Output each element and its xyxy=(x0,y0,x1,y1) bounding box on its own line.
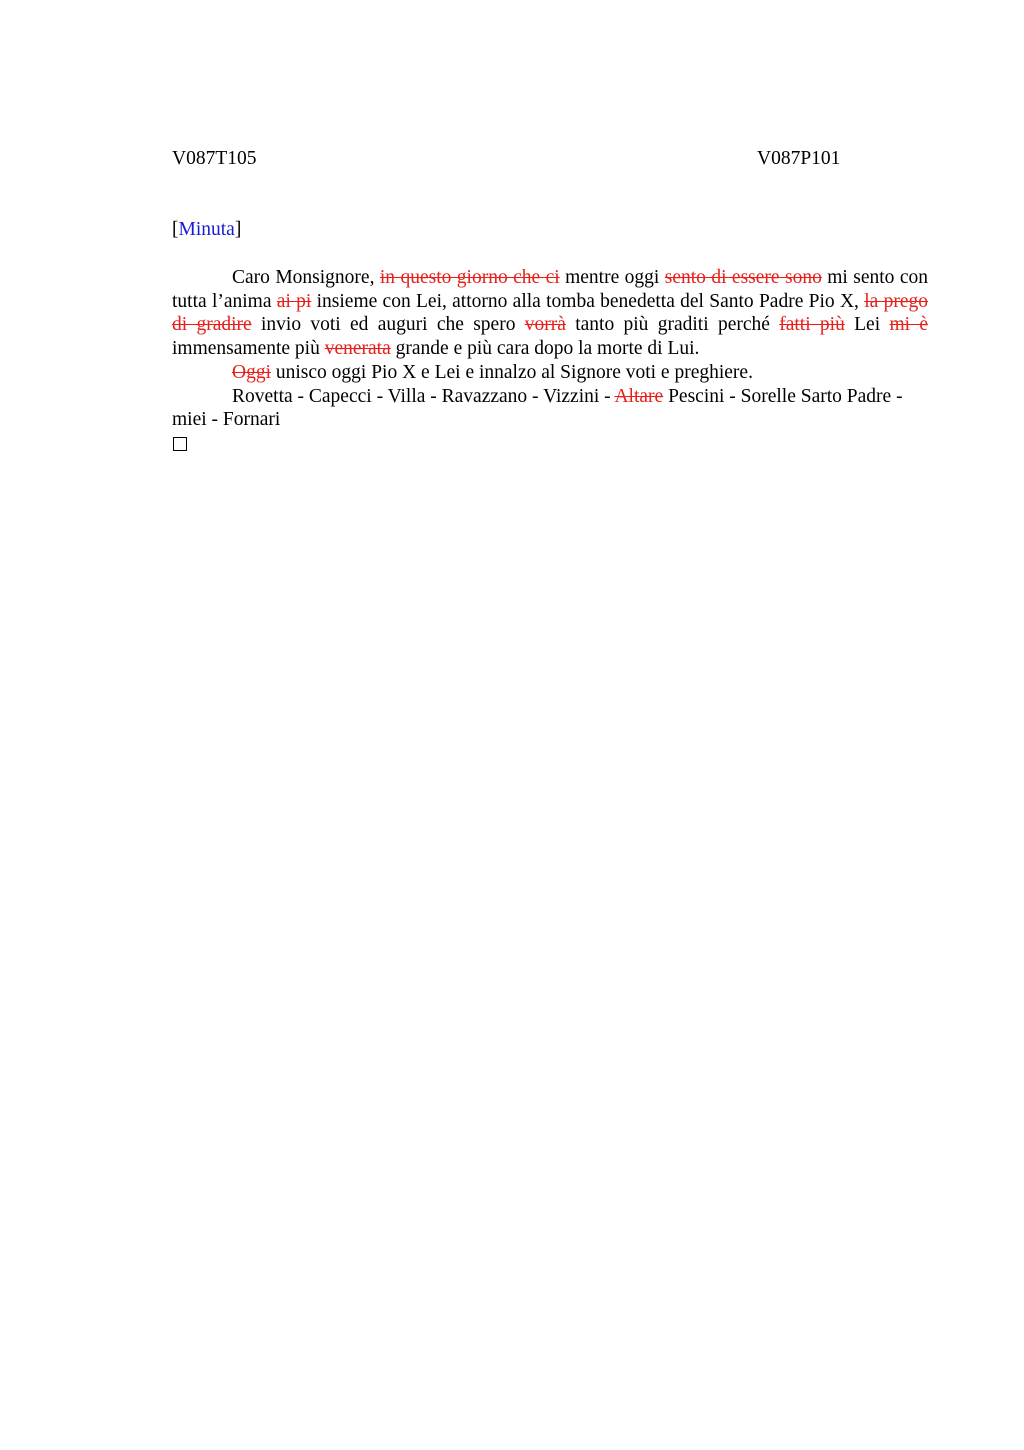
deleted-segment: fatti più xyxy=(779,314,845,336)
letter-body xyxy=(172,266,928,451)
text-segment: grande e più cara dopo la morte di Lui. xyxy=(390,338,700,360)
end-marker-square-icon xyxy=(173,437,187,451)
text-segment: insieme con Lei, attorno alla tomba benedetta del Santo Padre Pio X, xyxy=(311,290,865,312)
minuta-open-bracket: [ xyxy=(172,219,179,240)
minuta-text: Minuta xyxy=(178,219,235,240)
left-reference-code: V087T105 xyxy=(172,148,257,169)
text-segment: Lei xyxy=(844,314,890,336)
text-segment: unisco oggi Pio X e Lei e innalzo al Signore voti e preghiere. xyxy=(271,361,753,383)
minuta-close-bracket: ] xyxy=(234,219,242,240)
text-segment: Pescini - Sorelle Sarto Padre - miei - Fornari xyxy=(172,385,903,431)
deleted-segment: sento di essere sono xyxy=(664,267,822,288)
text-segment: immensamente più xyxy=(172,338,325,360)
deleted-segment: vorrà xyxy=(524,314,566,336)
paragraph-prayer xyxy=(172,361,928,385)
paragraph-names xyxy=(172,385,928,432)
paragraph-greeting xyxy=(172,266,928,361)
text-segment: Rovetta - Capecci - Villa - Ravazzano - Vizzini - xyxy=(232,385,615,407)
deleted-segment: Altare xyxy=(614,385,664,407)
deleted-segment: Oggi xyxy=(232,361,271,383)
minuta-label xyxy=(172,218,241,241)
deleted-segment: venerata xyxy=(324,338,391,360)
deleted-segment: mi è xyxy=(889,314,928,336)
right-reference-code: V087P101 xyxy=(757,148,841,169)
text-segment: mentre oggi xyxy=(559,267,665,288)
text-segment: invio voti ed auguri che spero xyxy=(251,314,525,336)
deleted-segment: in questo giorno che ci xyxy=(379,267,560,288)
text-segment: tanto più graditi perché xyxy=(565,314,780,336)
text-segment: Caro Monsignore, xyxy=(232,267,380,288)
text-segment: mi sento con tutta l’anima xyxy=(172,267,929,312)
deleted-segment: la prego di gradire xyxy=(172,290,928,336)
deleted-segment: ai pi xyxy=(276,290,312,312)
